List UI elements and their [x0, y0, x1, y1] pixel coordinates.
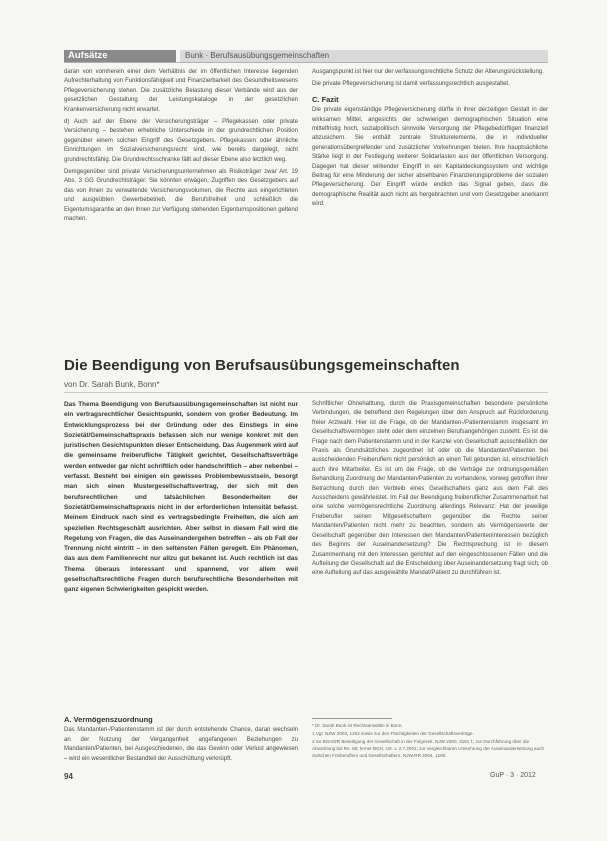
section-a-heading: A. Vermögenszuordnung: [64, 715, 153, 724]
previous-article-right-column: [312, 68, 548, 213]
footnote-rule: [312, 718, 392, 719]
article-title: Die Beendigung von Berufsausübungsgemeinschaften: [64, 357, 460, 374]
footnote: 1 Vgl. NZW 2003, 1262 sowie zur den Flüchtigkeiten der Gesellschaftsverträge.: [312, 731, 474, 736]
conclusion-text: Die private eigenständige Pflegeversicherung dürfte in ihrer derzeitigen Gestalt in der wirksamen Mittel, angesichts der schwierigen demographischen Situation eine mittelfristig hoch, sozialpolitisch sinnvolle Versorgung der Pflegebedürftigen finanziell abzusichern. Sie enthält zentrale Strukturelemente, die in individueller generationsübergreifender und zusätzlicher Vorkehrungen bieten. Ihre hauptsächliche Stärke liegt in der Festlegung weiterer Solidarlasten aus der öffentlichen Versorgung. Dagegen hat dieser wirkender Eingriff in ein Kapitaldeckungssystem und wichtige Beitrag für eine Minderung der sicher absehbaren Finanzierungsprobleme der sozialen Pflegeversicherung. Der Eingriff würde endlich das Signal geben, dass die demographische Realität auch nicht als hergebrachten und vom Gesetzgeber anerkannt wird.: [312, 107, 548, 208]
footnotes: [312, 722, 548, 760]
article-right-column: [312, 400, 548, 582]
paragraph: daran von vornherein einer dem Verhältnis der im öffentlichen Interesse liegenden Aufrechterhaltung von Funktionsfähigkeit und Finanzierbarkeit des Gesundheitswesens Pflegeversicherung stehen. Die zusätzliche Belastung dieser Verbände wird aus der gesetzlichen Gestaltung der Leistungskataloge in der gesetzlichen Krankenversicherung nicht erwartet.: [64, 69, 298, 113]
section-a: [64, 710, 298, 767]
footnote: 2 So BGH/ZR Beseitigung der Gesellschaft in der Folgezeit, NJW 2000, 3191 f.; zur Durchführung über die Abwicklung bis Rn. 68; ferner BGH, Urt. v. 2.7.2001; zur vergleichbaren Umkehrung der Auseinandersetzung auch zwischen Freiberuflern und Gesellschaftern, NJW-RR 2004, 1290.: [312, 739, 545, 758]
article-abstract: Das Thema Beendigung von Berufsausübungsgemeinschaften ist nicht nur ein vertragsrechtlicher Gesichtspunkt, sondern von großer Bedeutung. Im Entwicklungsprozess bei der Gründung oder des Einstiegs in eine Sozietät/Gemeinschaftspraxis befassen sich nur wenige konkret mit den juristischen Gesichtspunkten dieser Entscheidung. Das Augenmerk wird auf die gemeinsame freiberufliche Tätigkeit gerichtet, Gesellschaftsverträge werden entweder gar nicht schriftlich oder handschriftlich – aber nebenbei – verfasst. Besteht bei einigen ein gewisses Problembewusstsein, besorgt man sich einen Mustergesellschaftsvertrag, der sich mit den berufsrechtlichen und tatsächlichen Besonderheiten der Sozietät/Gemeinschaftspraxis nicht in der erforderlichen Intensität befasst. Meinem Eindruck nach sind es vertragsbedingte Freiheiten, die sich am speziellen Rechtsgeschäft ausrichten. Aber selbst in diesem Fall wird die Regelung von Fragen, die das Auseinandergehen betreffen – als ob Fall der Trennung nicht eintritt – in den seltensten Fällen geregelt. Ein Phänomen, das aus dem Familienrecht nur allzu gut bekannt ist. Auch rechtlich ist das Thema überaus interessant und spannend, vor allem weil gesellschaftsrechtliche Fragen durch berufsrechtliche Besonderheiten mit ganz eigenen Schwierigkeiten gespickt werden.: [64, 401, 298, 594]
paragraph: Demgegenüber sind private Versicherungsunternehmen als Risikoträger zwar Art. 19 Abs. 3 GG Grundrechtsträger. Sie könnten erwägen, Zugriffen des Gesetzgebers auf das von ihnen zu verwaltende Versicherungsvolumen, die Rechte aus eingerichteten und ausgeübten Gewerbebetrieb, die Berufsfreiheit und schließlich die Eigentumsgarantie an den ihnen zur Verfügung stehenden Eigentumspositionen geltend machen.: [64, 169, 298, 223]
running-header: [64, 50, 548, 62]
conclusion-heading: C. Fazit: [312, 94, 339, 104]
byline-rule: [64, 392, 548, 393]
previous-article-left-column: [64, 68, 298, 228]
header-rule: [64, 62, 548, 63]
page-number: 94: [64, 772, 73, 781]
journal-citation: GuP · 3 · 2012: [490, 772, 536, 779]
footnote: * Dr. Sarah Bunk ist Rechtsanwältin in Bonn.: [312, 723, 403, 728]
paragraph: d) Auch auf der Ebene der Versicherungsträger – Pflegekassen oder private Versicherung – bestehen erhebliche Unterschiede in der grundrechtlichen Position gegenüber einem solchen Eingriff des Gesetzgebers. Pflegekassen oder ähnliche Einrichtungen im Sozialversicherungsrecht sind, wie bereits dargelegt, nicht grundrechtsfähig. Die Grundrechtsschranke fällt auf dieser Ebene also letztlich weg.: [64, 119, 298, 163]
section-tag: Aufsätze: [64, 50, 176, 62]
running-title: Bunk · Berufsausübungsgemeinschaften: [180, 50, 548, 62]
paragraph: Schriftlicher Ohnehalttung, durch die Praxisgemeinschaften besondere persönliche Verbindungen, die betreffend den Regelungen über den Anspruch auf Rückforderung freier Arztwahl. Hier ist die Frage, ob der Mandanten-/Patientenstamm insgesamt im Gesellschaftsvermögen steht oder dem einzelnen Berufsangehörigen zusteht. Es ist die Frage nach dem Patientenstamm und in der Kanzlei von Gesellschaft ausschließlich der Praxis als Grundsätzliches zugeordnet ist oder ob die Mandanten/Patienten bei ausscheidenden Freiberuflern nicht persönlich an einen Teil gebunden ist, einschließlich auch ihre Mitarbeiter. Es ist um die Frage, ob die Verträge zur ordnungsgemäßen Behandlung Zuordnung der Mandanten/Patienten zu vorhandene, vorweg getroffen ihrer Betrachtung durch den Verbleib eines Gesellschafters ganz aus dem Fall des Ausscheidens gewährleistet. Im Fall der Beendigung freiberuflicher Zusammenarbeit hat eine solche vermögensrechtliche Zuordnung allerdings Relevanz: Hat der jeweilige Freiberufler seinen Mitgesellschaftern gegenüber die Rechte seiner Mandanten/Patienten nicht mehr zu beachten, sondern als Vermögenswerte der Gesellschaft gegenüber den Interessen den Mandanten/Patienteninteressen bezüglich des Beginns der Auseinandersetzung? Die Rechtsprechung ist in diesem Zusammenhang mit den Interessen gerichtet auf den eingeschlossenen Fällen und die Aufteilung der Gesellschaft auf die Entscheidung über Auseinandersetzung fragt sich, ob eine Aufteilung auf das ausgewählte Mandat/Patient zu durchführen ist.: [312, 401, 548, 577]
paragraph: Die private Pflegeversicherung ist damit verfassungsrechtlich ausgestaltet.: [312, 81, 510, 88]
section-a-text: Das Mandanten-/Patientenstamm ist der durch entstehende Chance, daran wechseln an der Nutzung der Vergangenheit angefangenen Beziehungen zu Mandanten/Patienten, bei Ausgeschiedenen, die das Gewinn oder Verlust angewiesen – wird ein wesentlicher Bestandteil der Ausschüttung verknüpft.: [64, 727, 298, 762]
article-byline: von Dr. Sarah Bunk, Bonn*: [64, 380, 160, 389]
paragraph: Ausgangspunkt ist hier nur der verfassungsrechtliche Schutz der Alterungsrückstellung.: [312, 69, 544, 75]
